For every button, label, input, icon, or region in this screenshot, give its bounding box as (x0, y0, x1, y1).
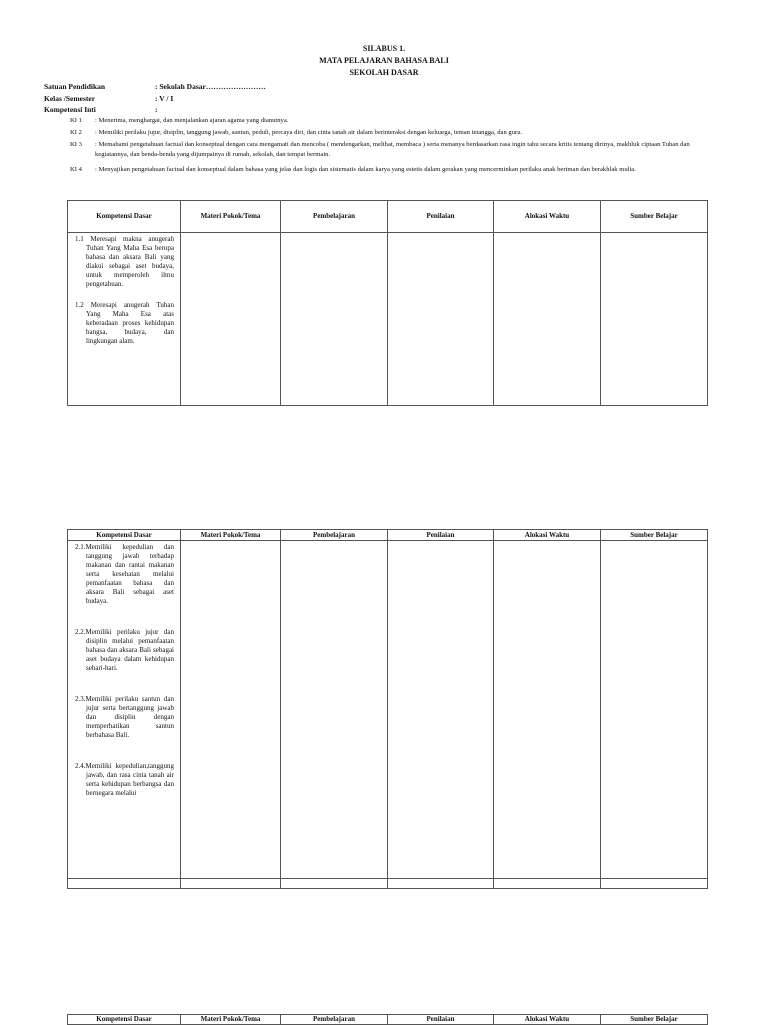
kd-item: 2.4.Memiliki kepedulian,tanggung jawab, dan rasa cinta tanah air serta kehidupan berbangsa dan bernegara melalui (75, 762, 174, 797)
header-sumber-belajar: Sumber Belajar (601, 1015, 708, 1025)
table-row (68, 541, 708, 879)
header-alokasi-waktu: Alokasi Waktu (494, 201, 601, 233)
table-row (68, 233, 708, 406)
header-kompetensi-dasar: Kompetensi Dasar (68, 1015, 181, 1025)
alokasi-cell (494, 541, 601, 879)
ki-code: KI 4 (70, 166, 82, 173)
satuan-value: : Sekolah Dasar…………………… (155, 82, 266, 91)
ki-text: : Memahami pengetahuan factual dan konseptual dengan cara mengamati dan mencoba ( mendengarkan, melihat, membaca ) serta menanya berdasarkan rasa ingin tahu secara kritis tentang dirinya, makhluk ciptaan Tuhan dan kegiatannya, dan benda-benda yang dijumpainya di rumah, sekolah, dan tempat bermain. (95, 141, 690, 158)
kompetensi-label: Kompetensi Inti (44, 105, 96, 114)
kompetensi-value: : (155, 105, 158, 114)
sumber-cell (601, 233, 708, 406)
pembelajaran-cell (281, 233, 388, 406)
kelas-label: Kelas /Semester (44, 94, 96, 103)
ki-item (0, 165, 768, 185)
ki-code: KI 1 (70, 117, 82, 124)
header-penilaian: Penilaian (388, 1015, 494, 1025)
table-row (68, 879, 708, 889)
header-materi-pokok: Materi Pokok/Tema (181, 1015, 281, 1025)
kd-item: 1.1 Meresapi makna anugerah Tuhan Yang Maha Esa berupa bahasa dan aksara Bali yang diakui sebagai aset budaya, untuk memperoleh ilmu pengetahuan. (75, 235, 174, 288)
kd-item: 2.2.Memiliki perilaku jujur dan disiplin melalui pemanfaatan bahasa dan aksara Bali sebagai aset budaya dalam kehidupan sehari-hari. (75, 628, 174, 672)
header-kompetensi-dasar: Kompetensi Dasar (68, 201, 181, 233)
alokasi-cell (494, 233, 601, 406)
ki-text: : Menerima, menghargai, dan menjalankan ajaran agama yang dianutnya. (95, 117, 289, 124)
ki-item (0, 116, 768, 126)
header-sumber-belajar: Sumber Belajar (601, 201, 708, 233)
ki-text: : Menyajikan pengetahuan factual dan konseptual dalam bahasa yang jelas dan logis dan sistematis dalam karya yang estetis dalam gerakan yang mencerminkan perilaku anak beriman dan berakhlak mulia. (95, 166, 636, 173)
header-kompetensi-dasar: Kompetensi Dasar (68, 530, 181, 541)
kelas-value: : V / I (155, 94, 174, 103)
satuan-label: Satuan Pendidikan (44, 82, 106, 91)
penilaian-cell (388, 233, 494, 406)
doc-title: SILABUS 1. (362, 44, 406, 53)
doc-subtitle-school: SEKOLAH DASAR (349, 68, 419, 77)
header-pembelajaran: Pembelajaran (281, 201, 388, 233)
ki-code: KI 3 (70, 141, 82, 148)
materi-cell (181, 541, 281, 879)
header-pembelajaran: Pembelajaran (281, 1015, 388, 1025)
ki-item (0, 128, 768, 138)
sumber-cell (601, 541, 708, 879)
kd-cell (68, 541, 181, 879)
header-alokasi-waktu: Alokasi Waktu (494, 530, 601, 541)
kd-item: 2.1.Memiliki kepedulian dan tanggung jawab terhadap makanan dan rantai makanan serta kesehatan melalui pemanfaatan bahasa dan aksara Bali sebagai aset budaya. (75, 543, 174, 605)
penilaian-cell (388, 541, 494, 879)
materi-cell (181, 233, 281, 406)
header-penilaian: Penilaian (388, 530, 494, 541)
kd-cell (68, 233, 181, 406)
ki-code: KI 2 (70, 129, 82, 136)
kd-item: 1.2 Meresapi anugerah Tuhan Yang Maha Esa atas keberadaan proses kehidupan bangsa, budaya, dan lingkungan alam. (75, 301, 174, 345)
header-alokasi-waktu: Alokasi Waktu (494, 1015, 601, 1025)
syllabus-table-1 (67, 200, 708, 406)
kd-item: 2.3.Memiliki perilaku santun dan jujur serta bertanggung jawab dan disiplin dengan memperhatikan santun berbahasa Bali. (75, 695, 174, 739)
doc-subtitle-subject: MATA PELAJARAN BAHASA BALI (319, 56, 449, 65)
header-materi-pokok: Materi Pokok/Tema (181, 201, 281, 233)
ki-item (0, 140, 768, 160)
syllabus-table-3 (67, 1014, 708, 1025)
header-pembelajaran: Pembelajaran (281, 530, 388, 541)
pembelajaran-cell (281, 541, 388, 879)
header-materi-pokok: Materi Pokok/Tema (181, 530, 281, 541)
syllabus-table-2 (67, 529, 708, 889)
ki-text: : Memiliki perilaku jujur, disiplin, tanggung jawab, santun, peduli, percaya diri, dan cinta tanah air dalam berinteraksi dengan keluarga, teman tetangga, dan guru. (95, 129, 523, 136)
header-penilaian: Penilaian (388, 201, 494, 233)
header-sumber-belajar: Sumber Belajar (601, 530, 708, 541)
